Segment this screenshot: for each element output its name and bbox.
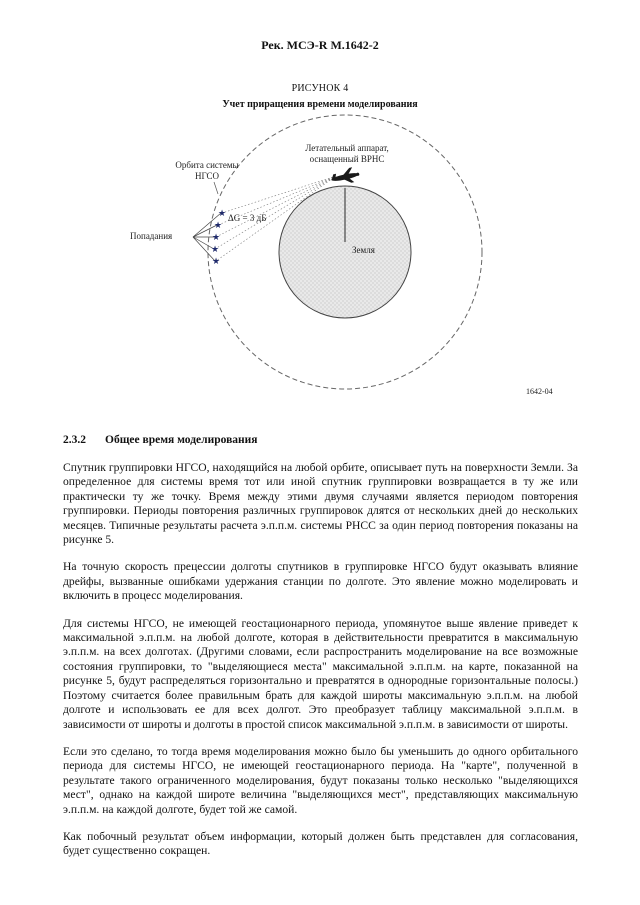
aircraft-label — [292, 143, 402, 165]
section-title: Общее время моделирования — [105, 434, 258, 446]
svg-text:★: ★ — [210, 245, 220, 255]
paragraph: На точную скорость прецессии долготы спутников в группировке НГСО будут оказывать влияние дрейфы, вызванные ошибками удержания станции по долготе. Это явление можно моделировать и включить в процесс моделирования. — [63, 560, 578, 603]
satellite-star-icon — [211, 209, 226, 267]
paragraph: Для системы НГСО, не имеющей геостационарного периода, упомянутое выше явление приведет к максимальной э.п.п.м. на любой долготе, которая в действительности превратится в максимальную э.п.п.м. на всех долготах. (Другими словами, если распространить моделирование на все возможные состояния группировки, то "выделяющиеся места" максимальной э.п.п.м. на карте, показанной на рисунке 5, будут распределяться горизонтально и превратятся в однородные горизонтальные полосы.) Поэтому считается более правильным брать для каждой широты максимальную э.п.п.м. на любой долготе и использовать ее для всех долгот. Это преобразует таблицу максимальной э.п.п.м. в зависимости от широты и долготы в простой список максимальной э.п.п.м. в зависимости от широты. — [63, 616, 578, 731]
aircraft-icon — [330, 166, 361, 187]
hits-label: Попадания — [130, 231, 173, 241]
page-header: Рек. МСЭ-R M.1642-2 — [261, 38, 379, 52]
orbit-leader — [214, 182, 218, 194]
aircraft-label-line1: Летательный аппарат, — [305, 143, 389, 153]
orbit-label — [162, 160, 252, 182]
figure-diagram — [0, 110, 640, 410]
svg-text:★: ★ — [211, 257, 221, 267]
svg-text:★: ★ — [211, 233, 221, 243]
earth-label: Земля — [352, 245, 375, 255]
orbit-label-line1: Орбита системы — [175, 160, 239, 170]
body-text — [63, 461, 578, 872]
figure-title: Учет приращения времени моделирования — [222, 99, 418, 110]
paragraph: Если это сделано, то тогда время моделирования можно было бы уменьшить до одного орбитального периода для системы НГСО, не имеющей геостационарного периода. На "карте", полученной в результате такого ограниченного моделирования, будут показаны только несколько "выделяющихся мест", однако на каждой широте величина "выделяющихся мест", представляющих максимальную э.п.п.м. на каждой долготе, будет той же самой. — [63, 744, 578, 816]
paragraph: Спутник группировки НГСО, находящийся на любой орбите, описывает путь на поверхности Земли. За определенное для системы время тот или иной спутник группировки возвращается в ту же или практически ту же точку. Время между этими двумя случаями является периодом повторения группировки. Периоды повторения различных группировок длятся от нескольких дней до нескольких месяцев. Типичные результаты расчета э.п.п.м. системы РНСС за один период повторения показаны на рисунке 5. — [63, 461, 578, 547]
figure-label: РИСУНОК 4 — [291, 83, 349, 94]
delta-g-label: ΔG = 3 дБ — [228, 213, 267, 223]
figure-code: 1642-04 — [526, 387, 553, 396]
svg-text:★: ★ — [217, 209, 227, 219]
svg-text:★: ★ — [213, 221, 223, 231]
aircraft-label-line2: оснащенный ВРНС — [309, 154, 385, 164]
section-heading — [63, 434, 258, 446]
paragraph: Как побочный результат объем информации, который должен быть представлен для согласования, будет существенно сокращен. — [63, 829, 578, 858]
section-number: 2.3.2 — [63, 434, 86, 446]
orbit-label-line2: НГСО — [194, 171, 220, 181]
